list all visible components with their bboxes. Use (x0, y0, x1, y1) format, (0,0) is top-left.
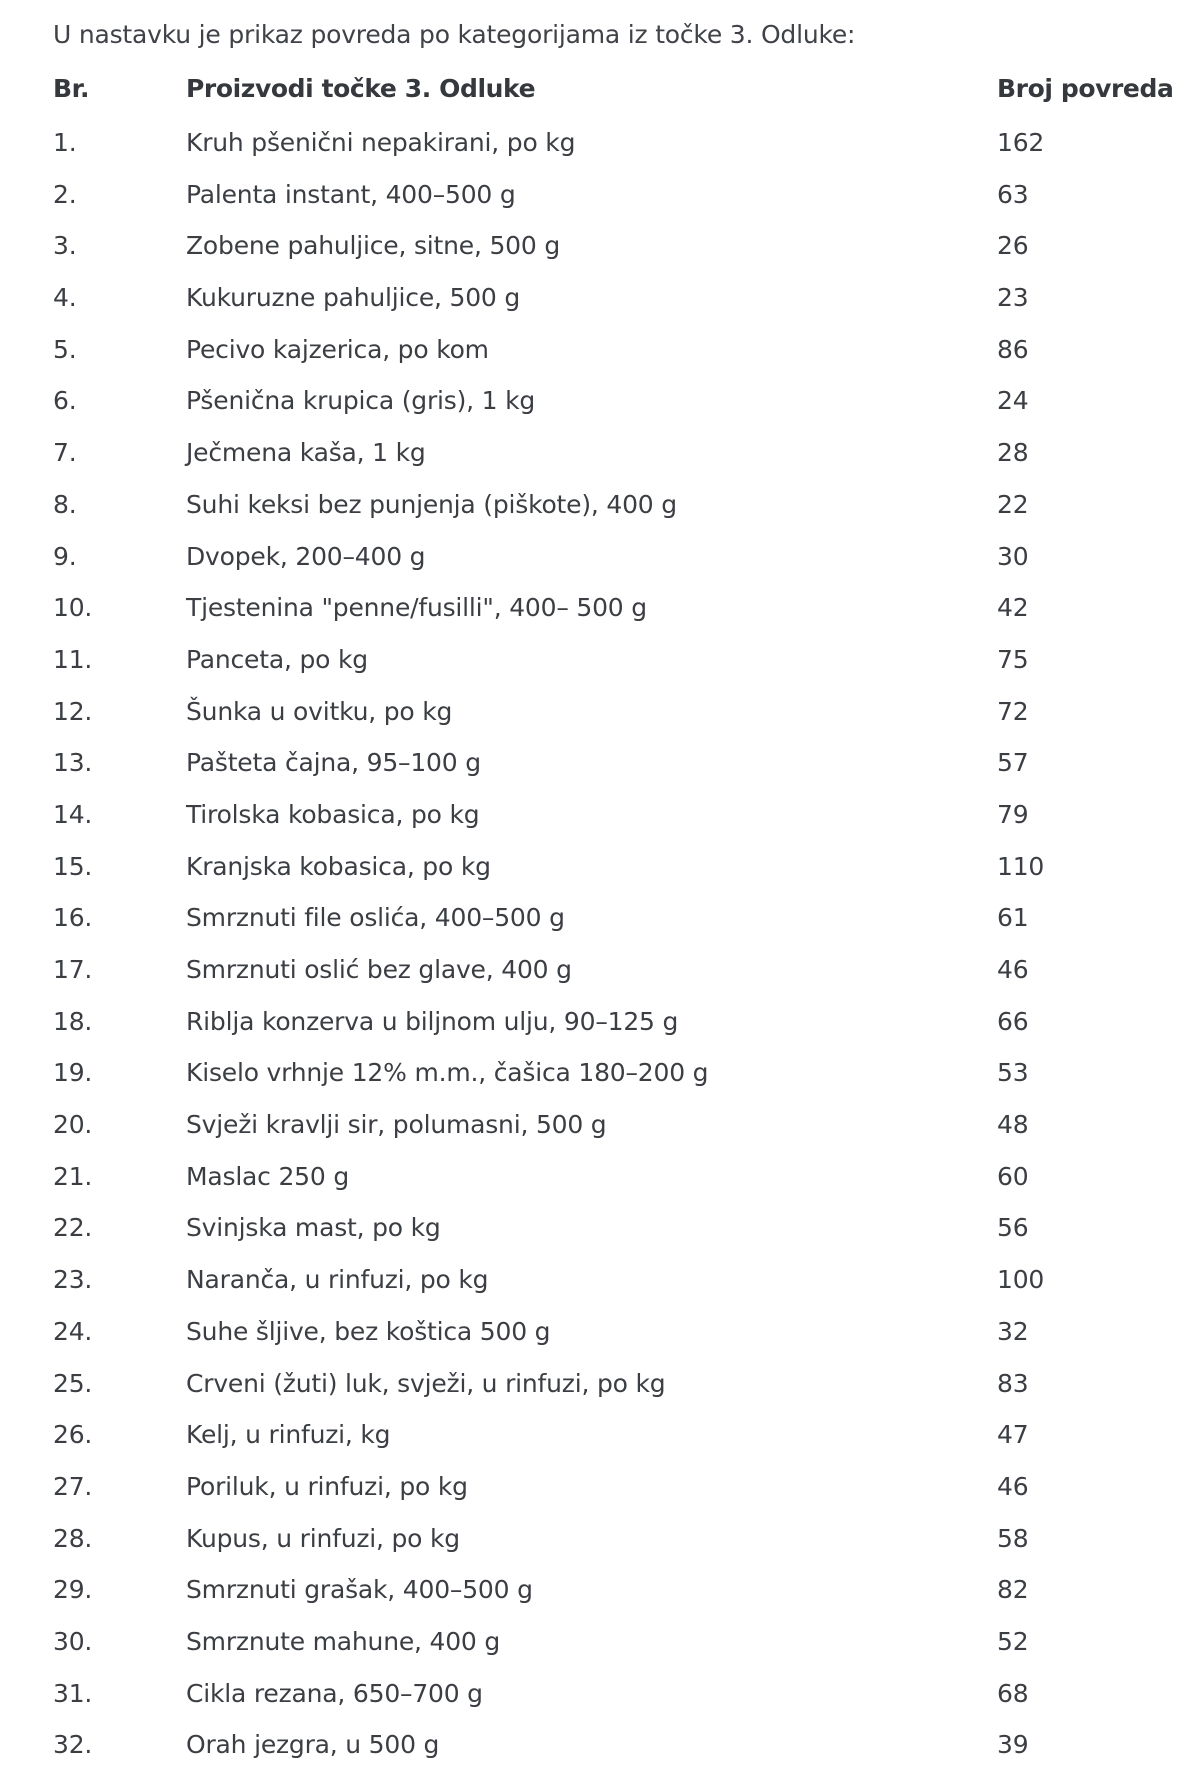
row-product: Kiselo vrhnje 12% m.m., čašica 180–200 g (186, 1058, 709, 1088)
table-row (53, 591, 1200, 643)
table-row (53, 1315, 1200, 1367)
table-row (53, 1005, 1200, 1057)
table-row (53, 1418, 1200, 1470)
row-number: 10. (53, 593, 93, 623)
table-row (53, 436, 1200, 488)
row-product: Svinjska mast, po kg (186, 1213, 441, 1243)
row-count: 52 (997, 1626, 1029, 1656)
row-product: Tjestenina "penne/fusilli", 400– 500 g (186, 593, 647, 623)
row-number: 5. (53, 334, 77, 364)
row-number: 32. (53, 1730, 93, 1760)
row-product: Pecivo kajzerica, po kom (186, 334, 489, 364)
row-count: 56 (997, 1213, 1029, 1243)
row-count: 79 (997, 799, 1029, 829)
table-row (53, 1522, 1200, 1574)
table-row (53, 229, 1200, 281)
row-number: 8. (53, 489, 77, 519)
row-product: Svježi kravlji sir, polumasni, 500 g (186, 1110, 607, 1140)
intro-text: U nastavku je prikaz povreda po kategorijama iz točke 3. Odluke: (53, 20, 856, 49)
row-count: 110 (997, 851, 1045, 881)
row-number: 3. (53, 231, 77, 261)
table-header-row (53, 72, 1200, 126)
table-row (53, 1056, 1200, 1108)
table-row (53, 643, 1200, 695)
row-count: 32 (997, 1316, 1029, 1346)
table-row (53, 850, 1200, 902)
row-number: 27. (53, 1471, 93, 1501)
table-row (53, 1263, 1200, 1315)
row-number: 17. (53, 955, 93, 984)
row-product: Suhe šljive, bez koštica 500 g (186, 1316, 551, 1346)
row-number: 16. (53, 903, 93, 933)
row-number: 29. (53, 1575, 93, 1605)
row-number: 9. (53, 541, 77, 571)
row-product: Maslac 250 g (186, 1161, 350, 1191)
table-row (53, 1108, 1200, 1160)
table-row (53, 695, 1200, 747)
row-number: 21. (53, 1161, 93, 1191)
table-row (53, 746, 1200, 798)
row-product: Panceta, po kg (186, 644, 368, 674)
row-count: 42 (997, 593, 1029, 623)
row-product: Tirolska kobasica, po kg (186, 799, 480, 829)
table-row (53, 901, 1200, 953)
table-row (53, 178, 1200, 230)
row-number: 26. (53, 1420, 93, 1450)
row-number: 6. (53, 386, 77, 416)
row-count: 66 (997, 1006, 1029, 1036)
table-row (53, 1211, 1200, 1263)
table-row (53, 1470, 1200, 1522)
row-product: Smrznuti oslić bez glave, 400 g (186, 955, 572, 984)
row-number: 2. (53, 179, 77, 209)
row-count: 75 (997, 644, 1029, 674)
row-number: 15. (53, 851, 93, 881)
row-product: Ječmena kaša, 1 kg (186, 438, 426, 468)
row-product: Poriluk, u rinfuzi, po kg (186, 1471, 468, 1501)
table-row (53, 126, 1200, 178)
row-product: Palenta instant, 400–500 g (186, 179, 516, 209)
row-count: 68 (997, 1678, 1029, 1708)
table-row (53, 488, 1200, 540)
row-number: 24. (53, 1316, 93, 1346)
row-product: Suhi keksi bez punjenja (piškote), 400 g (186, 489, 677, 519)
row-product: Kelj, u rinfuzi, kg (186, 1420, 391, 1450)
row-product: Kupus, u rinfuzi, po kg (186, 1523, 460, 1553)
row-product: Smrznuti file oslića, 400–500 g (186, 903, 565, 933)
table-row (53, 1728, 1200, 1780)
table-row (53, 1625, 1200, 1677)
table-row (53, 798, 1200, 850)
table-row (53, 1367, 1200, 1419)
row-count: 22 (997, 489, 1029, 519)
row-product: Orah jezgra, u 500 g (186, 1730, 440, 1760)
row-number: 14. (53, 799, 93, 829)
table-row (53, 281, 1200, 333)
table-row (53, 1573, 1200, 1625)
table-row (53, 540, 1200, 592)
row-number: 11. (53, 644, 93, 674)
row-count: 39 (997, 1730, 1029, 1760)
row-product: Šunka u ovitku, po kg (186, 696, 453, 726)
row-count: 60 (997, 1161, 1029, 1191)
row-count: 61 (997, 903, 1029, 933)
row-count: 57 (997, 748, 1029, 778)
row-number: 18. (53, 1006, 93, 1036)
row-number: 28. (53, 1523, 93, 1553)
row-number: 19. (53, 1058, 93, 1088)
row-product: Kukuruzne pahuljice, 500 g (186, 283, 521, 313)
row-product: Naranča, u rinfuzi, po kg (186, 1265, 489, 1295)
row-product: Kranjska kobasica, po kg (186, 851, 491, 881)
row-number: 4. (53, 283, 77, 313)
row-count: 26 (997, 231, 1029, 261)
row-number: 7. (53, 438, 77, 468)
row-count: 47 (997, 1420, 1029, 1450)
row-count: 83 (997, 1368, 1029, 1398)
row-product: Crveni (žuti) luk, svježi, u rinfuzi, po kg (186, 1368, 666, 1398)
row-count: 46 (997, 955, 1029, 984)
row-product: Smrznuti grašak, 400–500 g (186, 1575, 533, 1605)
header-count: Broj povreda (997, 74, 1174, 103)
header-number: Br. (53, 74, 90, 103)
row-number: 20. (53, 1110, 93, 1140)
table-row (53, 1160, 1200, 1212)
row-count: 48 (997, 1110, 1029, 1140)
row-number: 30. (53, 1626, 93, 1656)
violations-table (53, 72, 1200, 1780)
row-count: 24 (997, 386, 1029, 416)
row-count: 100 (997, 1265, 1045, 1295)
row-number: 31. (53, 1678, 93, 1708)
row-number: 25. (53, 1368, 93, 1398)
table-row (53, 333, 1200, 385)
header-product: Proizvodi točke 3. Odluke (186, 74, 536, 103)
row-number: 22. (53, 1213, 93, 1243)
row-product: Zobene pahuljice, sitne, 500 g (186, 231, 561, 261)
table-row (53, 1677, 1200, 1729)
row-count: 63 (997, 179, 1029, 209)
row-count: 58 (997, 1523, 1029, 1553)
row-count: 28 (997, 438, 1029, 468)
row-number: 12. (53, 696, 93, 726)
row-product: Cikla rezana, 650–700 g (186, 1678, 483, 1708)
row-count: 86 (997, 334, 1029, 364)
row-count: 30 (997, 541, 1029, 571)
row-count: 82 (997, 1575, 1029, 1605)
row-product: Kruh pšenični nepakirani, po kg (186, 128, 576, 157)
row-number: 23. (53, 1265, 93, 1295)
row-product: Smrznute mahune, 400 g (186, 1626, 501, 1656)
row-number: 13. (53, 748, 93, 778)
row-count: 53 (997, 1058, 1029, 1088)
row-count: 23 (997, 283, 1029, 313)
row-number: 1. (53, 128, 77, 157)
table-body (53, 126, 1200, 1780)
row-product: Riblja konzerva u biljnom ulju, 90–125 g (186, 1006, 679, 1036)
row-product: Dvopek, 200–400 g (186, 541, 426, 571)
row-count: 162 (997, 128, 1045, 157)
row-count: 46 (997, 1471, 1029, 1501)
row-product: Pšenična krupica (gris), 1 kg (186, 386, 536, 416)
table-row (53, 953, 1200, 1005)
row-count: 72 (997, 696, 1029, 726)
row-product: Pašteta čajna, 95–100 g (186, 748, 481, 778)
table-row (53, 384, 1200, 436)
